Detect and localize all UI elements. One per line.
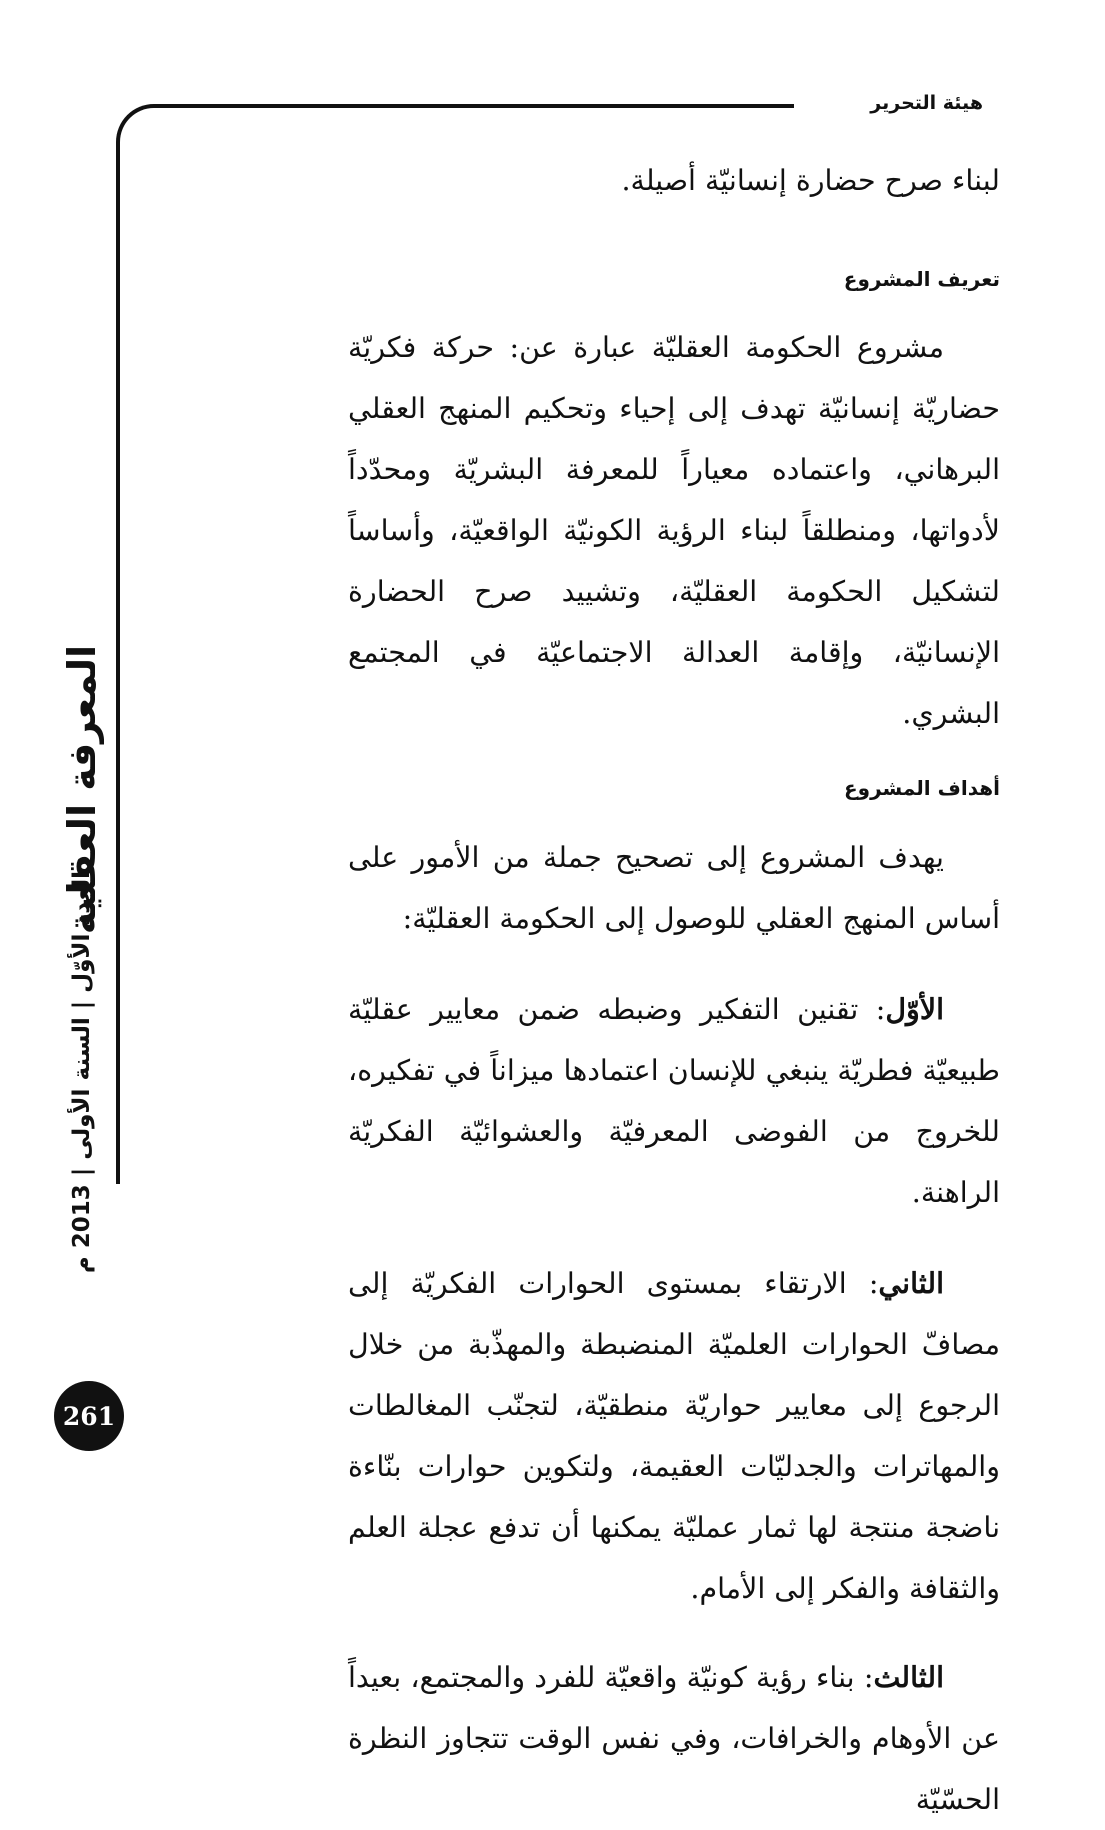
issue-info-text: العدد الأوّل | السنة الأولى | 2013 م [69,871,95,1274]
goal-point-text: : الارتقاء بمستوى الحوارات الفكريّة إلى مصافّ الحوارات العلميّة المنضبطة والمهذّبة من خلال الرجوع إلى معايير حواريّة منطقيّة، لتجنّب المغالطات والمهاترات والجدليّات العقيمة، ولتكوين حوارات بنّاءة ناضجة منتجة لها ثمار عمليّة يمكنها أن تدفع عجلة العلم والثقافة والفكر إلى الأمام. [348,1267,1000,1605]
definition-paragraph: مشروع الحكومة العقليّة عبارة عن: حركة فكريّة حضاريّة إنسانيّة تهدف إلى إحياء وتحكيم المنهج العقلي البرهاني، واعتماده معياراً للمعرفة البشريّة ومحدّداً لأدواتها، ومنطلقاً لبناء الرؤية الكونيّة الواقعيّة، وأساساً لتشكيل الحكومة العقليّة، وتشييد صرح الحضارة الإنسانيّة، وإقامة العدالة الاجتماعيّة في المجتمع البشري. [348,331,1000,730]
goal-point-second [348,1253,1000,1619]
journal-name: المعرفة العقلية [60,645,104,935]
section-heading-goals: أهداف المشروع [844,776,1000,800]
goal-point-label: الثاني [878,1266,944,1300]
intro-line: لبناء صرح حضارة إنسانيّة أصيلة. [621,164,1000,197]
running-header: هيئة التحرير [870,92,983,114]
journal-logo [42,645,122,935]
section-heading-definition: تعريف المشروع [843,267,1000,291]
issue-info [42,871,122,1274]
goal-point-first [348,979,1000,1223]
goal-point-text: : بناء رؤية كونيّة واقعيّة للفرد والمجتمع، بعيداً عن الأوهام والخرافات، وفي نفس الوقت تتجاوز النظرة الحسّيّة [348,1661,1000,1816]
goal-point-label: الثالث [873,1660,944,1694]
goal-point-label: الأوّل [885,992,944,1026]
page-number: 261 [62,1401,116,1431]
goals-intro-paragraph: يهدف المشروع إلى تصحيح جملة من الأمور على أساس المنهج العقلي للوصول إلى الحكومة العقليّة: [348,841,1000,935]
goal-point-text: : تقنين التفكير وضبطه ضمن معايير عقليّة طبيعيّة فطريّة ينبغي للإنسان اعتمادها ميزاناً في تفكيره، للخروج من الفوضى المعرفيّة والعشوائيّة الفكريّة الراهنة. [348,993,1000,1209]
page-number-badge [54,1381,124,1451]
goal-point-third [348,1647,1000,1830]
main-content [348,150,1000,1830]
